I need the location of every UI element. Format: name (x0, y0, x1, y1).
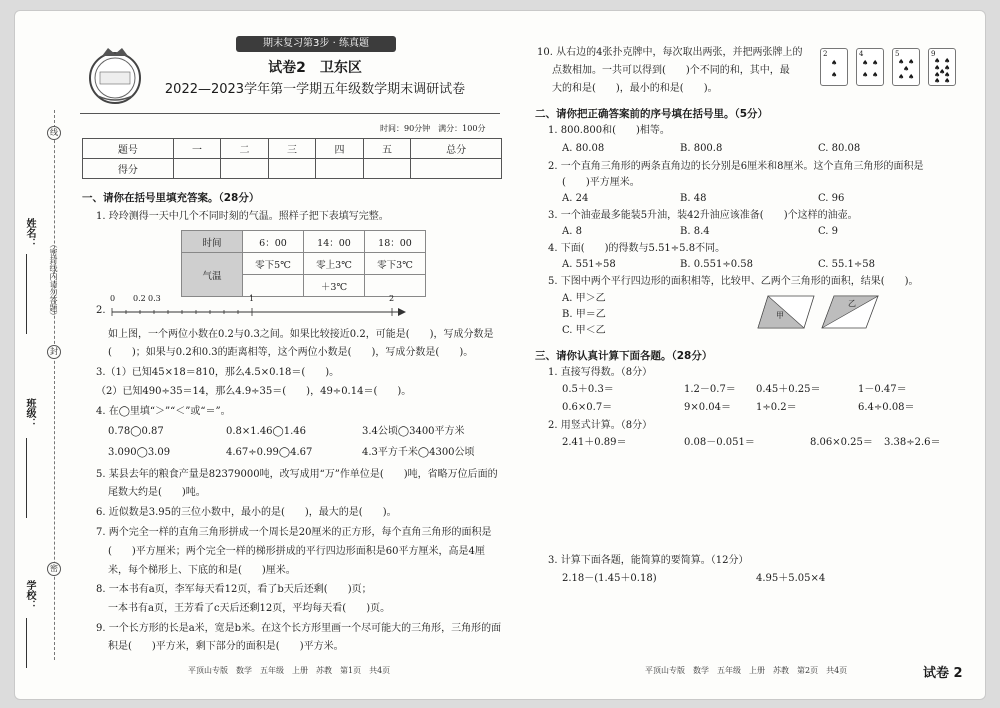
p2-q3-opt[interactable]: A. 8 (562, 226, 582, 237)
part1-heading: 一、请你在括号里填充答案。（28分） (82, 192, 260, 204)
class-label: 班级： (24, 398, 35, 428)
p2-q2-opt[interactable]: A. 24 (562, 193, 589, 204)
poker-card: 4 ♠ ♠ ♠ ♠ (856, 48, 884, 86)
q5-text-a: 5. 某县去年的粮食产量是82379000吨，改写成用“万”作单位是( )吨，省略万位后面的 (96, 469, 498, 480)
score-cell: 得分 (83, 159, 174, 179)
binding-dashed-line (54, 110, 55, 660)
score-cell: 三 (268, 139, 316, 159)
footer-page2: 平顶山专版 数学 五年级 上册 苏教 第2页 共4页 (645, 666, 848, 675)
p2-q5-opt[interactable]: C. 甲＜乙 (562, 325, 606, 336)
q4-item: 0.78◯0.87 (108, 426, 164, 437)
temp-cell: 时间 (182, 231, 243, 253)
poker-card: 5 ♠ ♠ ♠ ♠ ♠ (892, 48, 920, 86)
binding-mark-bot: 密 (47, 562, 61, 576)
publisher-logo (80, 44, 150, 106)
q2-text-a: 如上图，一个两位小数在0.2与0.3之间。如果比较接近0.2，可能是( )，写成分数是 (108, 329, 494, 340)
q1-text: 1. 玲玲测得一天中几个不同时刻的气温。照样子把下表填写完整。 (96, 211, 389, 222)
p2-q5: 5. 下图中两个平行四边形的面积相等，比较甲、乙两个三角形的面积，结果( )。 (548, 276, 919, 287)
score-input-cell[interactable] (411, 159, 502, 179)
score-row-head (83, 139, 502, 159)
p3-item: 9×0.04＝ (684, 402, 732, 413)
q8-text-b: 一本书有a页，王芳看了c天后还剩12页，平均每天看( )页。 (108, 603, 391, 614)
ruler-label-02: 0.2 (133, 294, 146, 303)
spade-icon: ♠ (898, 58, 905, 66)
q4-item: 3.090◯3.09 (108, 447, 171, 458)
poker-card: 2 ♠ ♠ (820, 48, 848, 86)
p2-q5-opt[interactable]: A. 甲＞乙 (562, 293, 606, 304)
q7-text-c: 米，每个梯形上、下底的和是( )厘米。 (108, 565, 296, 576)
p3-item: 1.2－0.7＝ (684, 384, 736, 395)
p2-q1: 1. 800.800和( )相等。 (548, 125, 670, 136)
q10-text-c: 大的和是( )，最小的和是( )。 (552, 83, 718, 94)
temp-cell: 零下5℃ (243, 253, 304, 275)
p2-q4-opt[interactable]: B. 0.551÷0.58 (680, 259, 753, 270)
p2-q3-opt[interactable]: C. 9 (818, 226, 839, 237)
q6-text: 6. 近似数是3.95的三位小数中，最小的是( )，最大的是( )。 (96, 507, 397, 518)
footer-page1: 平顶山专版 数学 五年级 上册 苏教 第1页 共4页 (188, 666, 391, 675)
q3-text-a: 3.（1）已知45×18＝810，那么4.5×0.18＝( )。 (96, 367, 340, 378)
temp-cell: 18：00 (365, 231, 426, 253)
temp-cell: 气温 (182, 253, 243, 297)
score-input-cell[interactable] (316, 159, 364, 179)
ruler-label-2: 2 (389, 294, 395, 303)
part3-heading: 三、请你认真计算下面各题。（28分） (535, 350, 713, 362)
number-line (108, 304, 408, 324)
score-cell: 总分 (411, 139, 502, 159)
p3-item: 1－0.47＝ (858, 384, 907, 395)
p3-item: 2.41＋0.89＝ (562, 437, 627, 448)
paper-tag: 试卷 2 (923, 666, 963, 681)
shape-label-b: 乙 (848, 299, 856, 308)
temp-cell: ＋3℃ (304, 275, 365, 297)
p2-q1-opt[interactable]: C. 80.08 (818, 143, 861, 154)
name-label: 姓名： (24, 218, 35, 248)
q8-text-a: 8. 一本书有a页，李军每天看12页，看了b天后还剩( )页； (96, 584, 372, 595)
p2-q1-opt[interactable]: A. 80.08 (562, 143, 605, 154)
p3-item: 8.06×0.25＝ (810, 437, 873, 448)
spade-icon: ♠ (934, 57, 941, 65)
q5-text-b: 尾数大约是( )吨。 (108, 487, 206, 498)
score-input-cell[interactable] (173, 159, 221, 179)
p2-q5-opt[interactable]: B. 甲＝乙 (562, 309, 606, 320)
q4-item: 4.67÷0.99◯4.67 (226, 447, 313, 458)
q7-text-b: ( )平方厘米；两个完全一样的梯形拼成的平行四边形面积是60平方厘米，高是4厘 (108, 546, 485, 557)
score-cell: 四 (316, 139, 364, 159)
q4-text: 4. 在◯里填“＞”“＜”或“＝”。 (96, 406, 231, 417)
q4-item: 3.4公顷◯3400平方米 (362, 426, 465, 437)
p3-item: 3.38÷2.6＝ (884, 437, 941, 448)
q2-number: 2. (96, 305, 106, 316)
p3-item: 0.6×0.7＝ (562, 402, 613, 413)
p3-q2: 2. 用竖式计算。（8分） (548, 420, 653, 431)
time-score: 时间：90分钟 满分：100分 (380, 124, 486, 133)
q4-item: 4.3平方千米◯4300公顷 (362, 447, 475, 458)
p2-q4-opt[interactable]: C. 55.1÷58 (818, 259, 876, 270)
score-cell: 题号 (83, 139, 174, 159)
temp-cell: 零上3℃ (304, 253, 365, 275)
school-line (26, 618, 27, 668)
class-line (26, 438, 27, 518)
poker-card: 9 ♠ ♠ ♠ ♠ ♠ ♠ ♠ ♠ ♠ (928, 48, 956, 86)
temp-cell: 零下3℃ (365, 253, 426, 275)
score-input-cell[interactable] (268, 159, 316, 179)
q10-text-a: 10. 从右边的4张扑克牌中，每次取出两张，并把两张牌上的 (537, 47, 803, 58)
q2-text-b: ( )；如果与0.2和0.3的距离相等，这个两位小数是( )，写成分数是( )。 (108, 347, 474, 358)
p2-q2-opt[interactable]: C. 96 (818, 193, 845, 204)
temp-cell-blank[interactable] (365, 275, 426, 297)
binding-mark-mid: 封 (47, 345, 61, 359)
temperature-table (181, 230, 426, 297)
score-cell: 一 (173, 139, 221, 159)
p2-q4-opt[interactable]: A. 551÷58 (562, 259, 616, 270)
ruler-label-0: 0 (110, 294, 116, 303)
score-cell: 二 (221, 139, 269, 159)
p3-item: 0.5＋0.3＝ (562, 384, 614, 395)
p2-q3-opt[interactable]: B. 8.4 (680, 226, 710, 237)
score-cell: 五 (363, 139, 411, 159)
school-label: 学校： (24, 580, 35, 610)
shape-label-a: 甲 (776, 311, 784, 320)
name-line (26, 254, 27, 334)
exam-title: 试卷2 卫东区 (268, 60, 362, 76)
spade-icon: ♠ (862, 59, 869, 67)
temp-cell: 6：00 (243, 231, 304, 253)
score-input-cell[interactable] (363, 159, 411, 179)
q10-text-b: 点数相加。一共可以得到( )个不同的和，其中，最 (552, 65, 790, 76)
q4-item: 0.8×1.46◯1.46 (226, 426, 307, 437)
p3-q3: 3. 计算下面各题，能简算的要简算。（12分） (548, 555, 749, 566)
binding-notice: （密封线内请勿答题） (49, 240, 58, 320)
score-row-values (83, 159, 502, 179)
p3-q1: 1. 直接写得数。（8分） (548, 367, 653, 378)
p3-item: 0.08－0.051＝ (684, 437, 755, 448)
header-banner: 期末复习第3步 · 练真题 (236, 36, 396, 52)
p2-q1-opt[interactable]: B. 800.8 (680, 143, 723, 154)
part2-heading: 二、请你把正确答案前的序号填在括号里。（5分） (535, 108, 769, 120)
p2-q4: 4. 下面( )的得数与5.51÷5.8不同。 (548, 243, 726, 254)
score-input-cell[interactable] (221, 159, 269, 179)
spade-icon: ♠ (831, 59, 838, 67)
p3-item: 1÷0.2＝ (756, 402, 797, 413)
p2-q3: 3. 一个油壶最多能装5升油，装42升油应该准备( )个这样的油壶。 (548, 210, 858, 221)
q3-text-b: （2）已知490÷35＝14，那么4.9÷35＝( )，49÷0.14＝( )。 (96, 386, 412, 397)
q9-text-b: 积是( )平方米，剩下部分的面积是( )平方米。 (108, 641, 344, 652)
p2-q2-b: ( )平方厘米。 (562, 177, 640, 188)
binding-mark-top: 线 (47, 126, 61, 140)
ruler-label-1: 1 (249, 294, 255, 303)
p3-item: 0.45＋0.25＝ (756, 384, 821, 395)
p3-item: 2.18－(1.45＋0.18) (562, 573, 657, 584)
q7-text-a: 7. 两个完全一样的直角三角形拼成一个周长是20厘米的正方形，每个直角三角形的面积是 (96, 527, 492, 538)
p3-item: 6.4÷0.08＝ (858, 402, 915, 413)
score-table (82, 138, 502, 179)
parallelogram-a (756, 294, 816, 330)
p2-q2-opt[interactable]: B. 48 (680, 193, 707, 204)
q9-text-a: 9. 一个长方形的长是a米，宽是b米。在这个长方形里画一个尽可能大的三角形，三角形的面 (96, 623, 502, 634)
p3-item: 4.95＋5.05×4 (756, 573, 826, 584)
exam-subtitle: 2022—2023学年第一学期五年级数学期末调研试卷 (164, 82, 466, 97)
p2-q2-a: 2. 一个直角三角形的两条直角边的长分别是6厘米和8厘米。这个直角三角形的面积是 (548, 161, 924, 172)
header-rule (80, 113, 500, 114)
temp-cell: 14：00 (304, 231, 365, 253)
ruler-label-03: 0.3 (148, 294, 161, 303)
